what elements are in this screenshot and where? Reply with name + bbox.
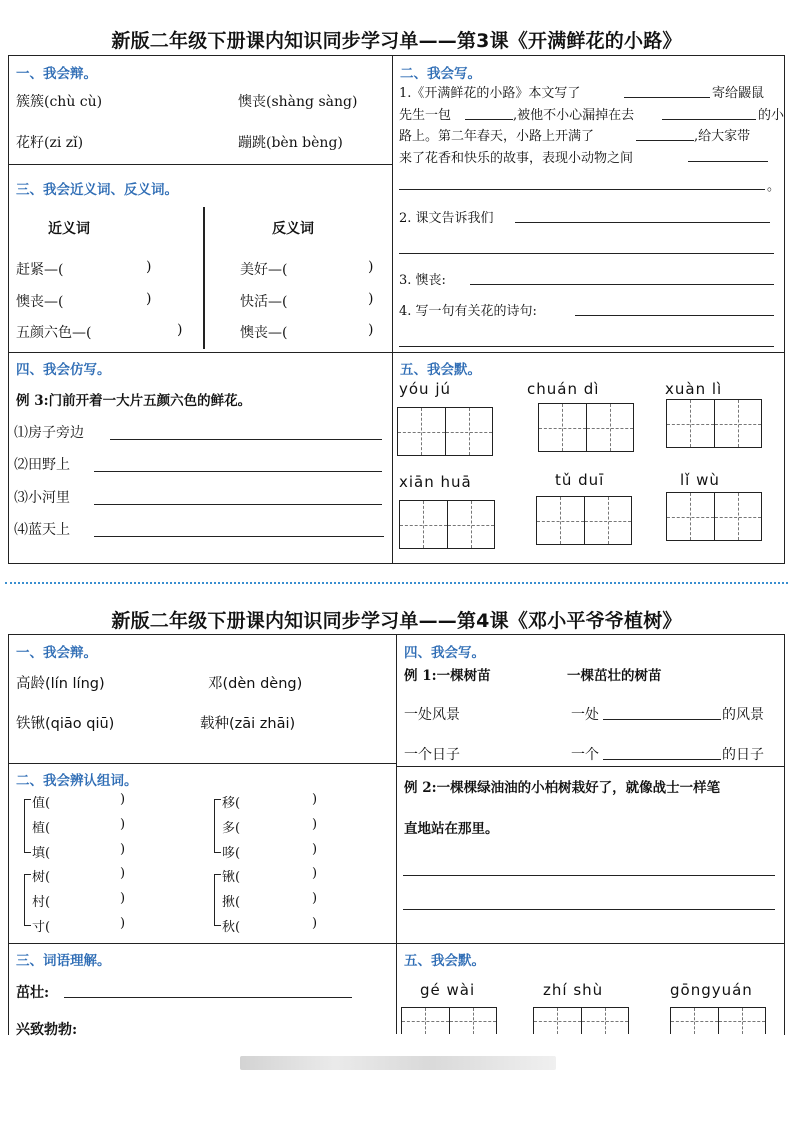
writing-grid[interactable]: [401, 1007, 497, 1034]
section-heading: 一、我会辩。: [16, 66, 97, 82]
group-bracket: [24, 874, 31, 926]
pinyin-label: xuàn lì: [665, 380, 723, 398]
example-text: 例 2:一棵棵绿油油的小柏树栽好了，就像战士一样笔: [404, 780, 721, 796]
close-paren: ): [368, 322, 374, 338]
section-heading: 二、我会辨认组词。: [16, 773, 138, 789]
prompt-item: ⑵田野上: [14, 457, 70, 473]
writing-grid[interactable]: [536, 496, 632, 545]
writing-grid[interactable]: [538, 403, 634, 452]
divider: [8, 763, 396, 764]
close-paren: ): [120, 866, 126, 881]
char-item: 村(: [32, 895, 51, 910]
writing-grid[interactable]: [670, 1007, 766, 1034]
divider: [396, 766, 784, 767]
term-item: 茁壮:: [16, 985, 50, 1001]
synonym-item: 赶紧—(: [16, 262, 64, 278]
char-item: 秋(: [222, 920, 241, 935]
close-paren: ): [312, 866, 318, 881]
question-text: 的小: [758, 108, 785, 123]
question-text: 先生一包: [399, 108, 452, 123]
word-item: 蹦跳(bèn bèng): [238, 135, 343, 151]
term-item: 兴致勃勃:: [16, 1022, 78, 1038]
answer-blank[interactable]: [465, 119, 513, 120]
antonym-item: 快活—(: [240, 294, 288, 310]
synonym-item: 五颜六色—(: [16, 325, 92, 341]
char-item: 移(: [222, 796, 241, 811]
char-item: 植(: [32, 821, 51, 836]
writing-grid[interactable]: [533, 1007, 629, 1034]
question-text: 寄给鼹鼠: [712, 86, 765, 101]
answer-line[interactable]: [515, 222, 770, 223]
pinyin-label: zhí shù: [543, 981, 604, 999]
answer-blank[interactable]: [662, 119, 756, 120]
divider: [8, 352, 784, 353]
char-item: 揪(: [222, 895, 241, 910]
close-paren: ): [368, 259, 374, 275]
section-heading: 四、我会仿写。: [16, 362, 111, 378]
question-text: 3. 懊丧:: [399, 273, 446, 288]
divider: [396, 634, 397, 1034]
char-item: 树(: [32, 870, 51, 885]
answer-line[interactable]: [575, 315, 774, 316]
sheet1-frame: [8, 55, 785, 564]
answer-line[interactable]: [94, 536, 384, 537]
char-item: 值(: [32, 796, 51, 811]
answer-blank[interactable]: [636, 140, 694, 141]
answer-line[interactable]: [399, 346, 774, 347]
answer-blank[interactable]: [688, 161, 768, 162]
pinyin-label: tǔ duī: [555, 471, 605, 489]
answer-line[interactable]: [403, 909, 775, 910]
blurred-footer: [240, 1056, 556, 1070]
question-text: 4. 写一句有关花的诗句:: [399, 304, 537, 319]
synonym-item: 懊丧—(: [16, 294, 64, 310]
char-item: 多(: [222, 821, 241, 836]
question-text: 1.《开满鲜花的小路》本文写了: [399, 86, 581, 101]
prompt-item: 的风景: [722, 707, 764, 723]
prompt-item: 的日子: [722, 747, 764, 763]
pinyin-label: gōngyuán: [670, 981, 753, 999]
pinyin-label: lǐ wù: [680, 471, 720, 489]
char-item: 填(: [32, 846, 51, 861]
close-paren: ): [312, 842, 318, 857]
question-text: 2. 课文告诉我们: [399, 211, 494, 226]
question-text: 路上。第二年春天，小路上开满了: [399, 129, 595, 144]
writing-grid[interactable]: [397, 407, 493, 456]
section-heading: 五、我会默。: [400, 362, 481, 378]
divider: [8, 943, 784, 944]
char-item: 锹(: [222, 870, 241, 885]
example-sentence: 例 3:门前开着一大片五颜六色的鲜花。: [16, 393, 252, 409]
close-paren: ): [120, 891, 126, 906]
pinyin-label: gé wài: [420, 981, 476, 999]
example-text: 例 1:一棵树苗: [404, 668, 491, 684]
close-paren: ): [146, 259, 152, 275]
answer-blank[interactable]: [603, 759, 721, 760]
prompt-item: 一个日子: [404, 747, 460, 763]
question-text: 来了花香和快乐的故事，表现小动物之间: [399, 151, 634, 166]
section-heading: 五、我会默。: [404, 953, 485, 969]
prompt-item: ⑴房子旁边: [14, 425, 84, 441]
pinyin-label: chuán dì: [527, 380, 600, 398]
answer-line[interactable]: [94, 504, 382, 505]
word-item: 花籽(zi zǐ): [16, 135, 84, 151]
period: 。: [767, 179, 781, 194]
close-paren: ): [312, 792, 318, 807]
answer-line[interactable]: [399, 253, 774, 254]
close-paren: ): [177, 322, 183, 338]
example-text: 一棵茁壮的树苗: [567, 668, 662, 684]
section-heading: 三、词语理解。: [16, 953, 111, 969]
prompt-item: ⑷蓝天上: [14, 522, 70, 538]
prompt-item: 一处: [571, 707, 599, 723]
answer-line[interactable]: [94, 471, 382, 472]
answer-line[interactable]: [403, 875, 775, 876]
group-bracket: [214, 874, 221, 926]
word-item: 高龄(lín líng): [16, 676, 105, 692]
antonym-item: 美好—(: [240, 262, 288, 278]
answer-line[interactable]: [110, 439, 382, 440]
writing-grid[interactable]: [666, 492, 762, 541]
close-paren: ): [312, 891, 318, 906]
close-paren: ): [120, 916, 126, 931]
char-item: 哆(: [222, 846, 241, 861]
answer-line[interactable]: [64, 997, 352, 998]
close-paren: ): [312, 916, 318, 931]
word-item: 载种(zāi zhāi): [200, 716, 296, 732]
synonym-heading: 近义词: [48, 221, 90, 237]
sheet2-title: 新版二年级下册课内知识同步学习单——第4课《邓小平爷爷植树》: [111, 610, 682, 632]
column-divider: [203, 207, 205, 349]
answer-blank[interactable]: [603, 719, 721, 720]
prompt-item: ⑶小河里: [14, 490, 70, 506]
example-text: 直地站在那里。: [404, 821, 499, 837]
group-bracket: [24, 799, 31, 853]
answer-line[interactable]: [470, 284, 774, 285]
word-item: 懊丧(shàng sàng): [238, 94, 358, 110]
char-item: 寸(: [32, 920, 51, 935]
group-bracket: [214, 799, 221, 853]
close-paren: ): [368, 291, 374, 307]
close-paren: ): [120, 842, 126, 857]
pinyin-label: yóu jú: [399, 380, 452, 398]
answer-line[interactable]: [399, 189, 765, 190]
sheet1-title: 新版二年级下册课内知识同步学习单——第3课《开满鲜花的小路》: [111, 30, 682, 52]
prompt-item: 一处风景: [404, 707, 460, 723]
antonym-heading: 反义词: [272, 221, 314, 237]
sheet-separator: [5, 582, 788, 584]
close-paren: ): [120, 817, 126, 832]
question-text: ,被他不小心漏掉在去: [513, 108, 635, 123]
writing-grid[interactable]: [666, 399, 762, 448]
pinyin-label: xiān huā: [399, 473, 472, 491]
divider: [392, 55, 393, 563]
word-item: 铁锹(qiāo qiū): [16, 716, 115, 732]
answer-blank[interactable]: [624, 97, 710, 98]
word-item: 邓(dèn dèng): [208, 676, 303, 692]
word-item: 簇簇(chù cù): [16, 94, 103, 110]
section-heading: 三、我会近义词、反义词。: [16, 182, 178, 198]
close-paren: ): [312, 817, 318, 832]
section-heading: 二、我会写。: [400, 66, 481, 82]
prompt-item: 一个: [571, 747, 599, 763]
section-heading: 四、我会写。: [404, 645, 485, 661]
close-paren: ): [120, 792, 126, 807]
antonym-item: 懊丧—(: [240, 325, 288, 341]
question-text: ,给大家带: [694, 129, 751, 144]
divider: [8, 164, 392, 165]
close-paren: ): [146, 291, 152, 307]
writing-grid[interactable]: [399, 500, 495, 549]
section-heading: 一、我会辩。: [16, 645, 97, 661]
